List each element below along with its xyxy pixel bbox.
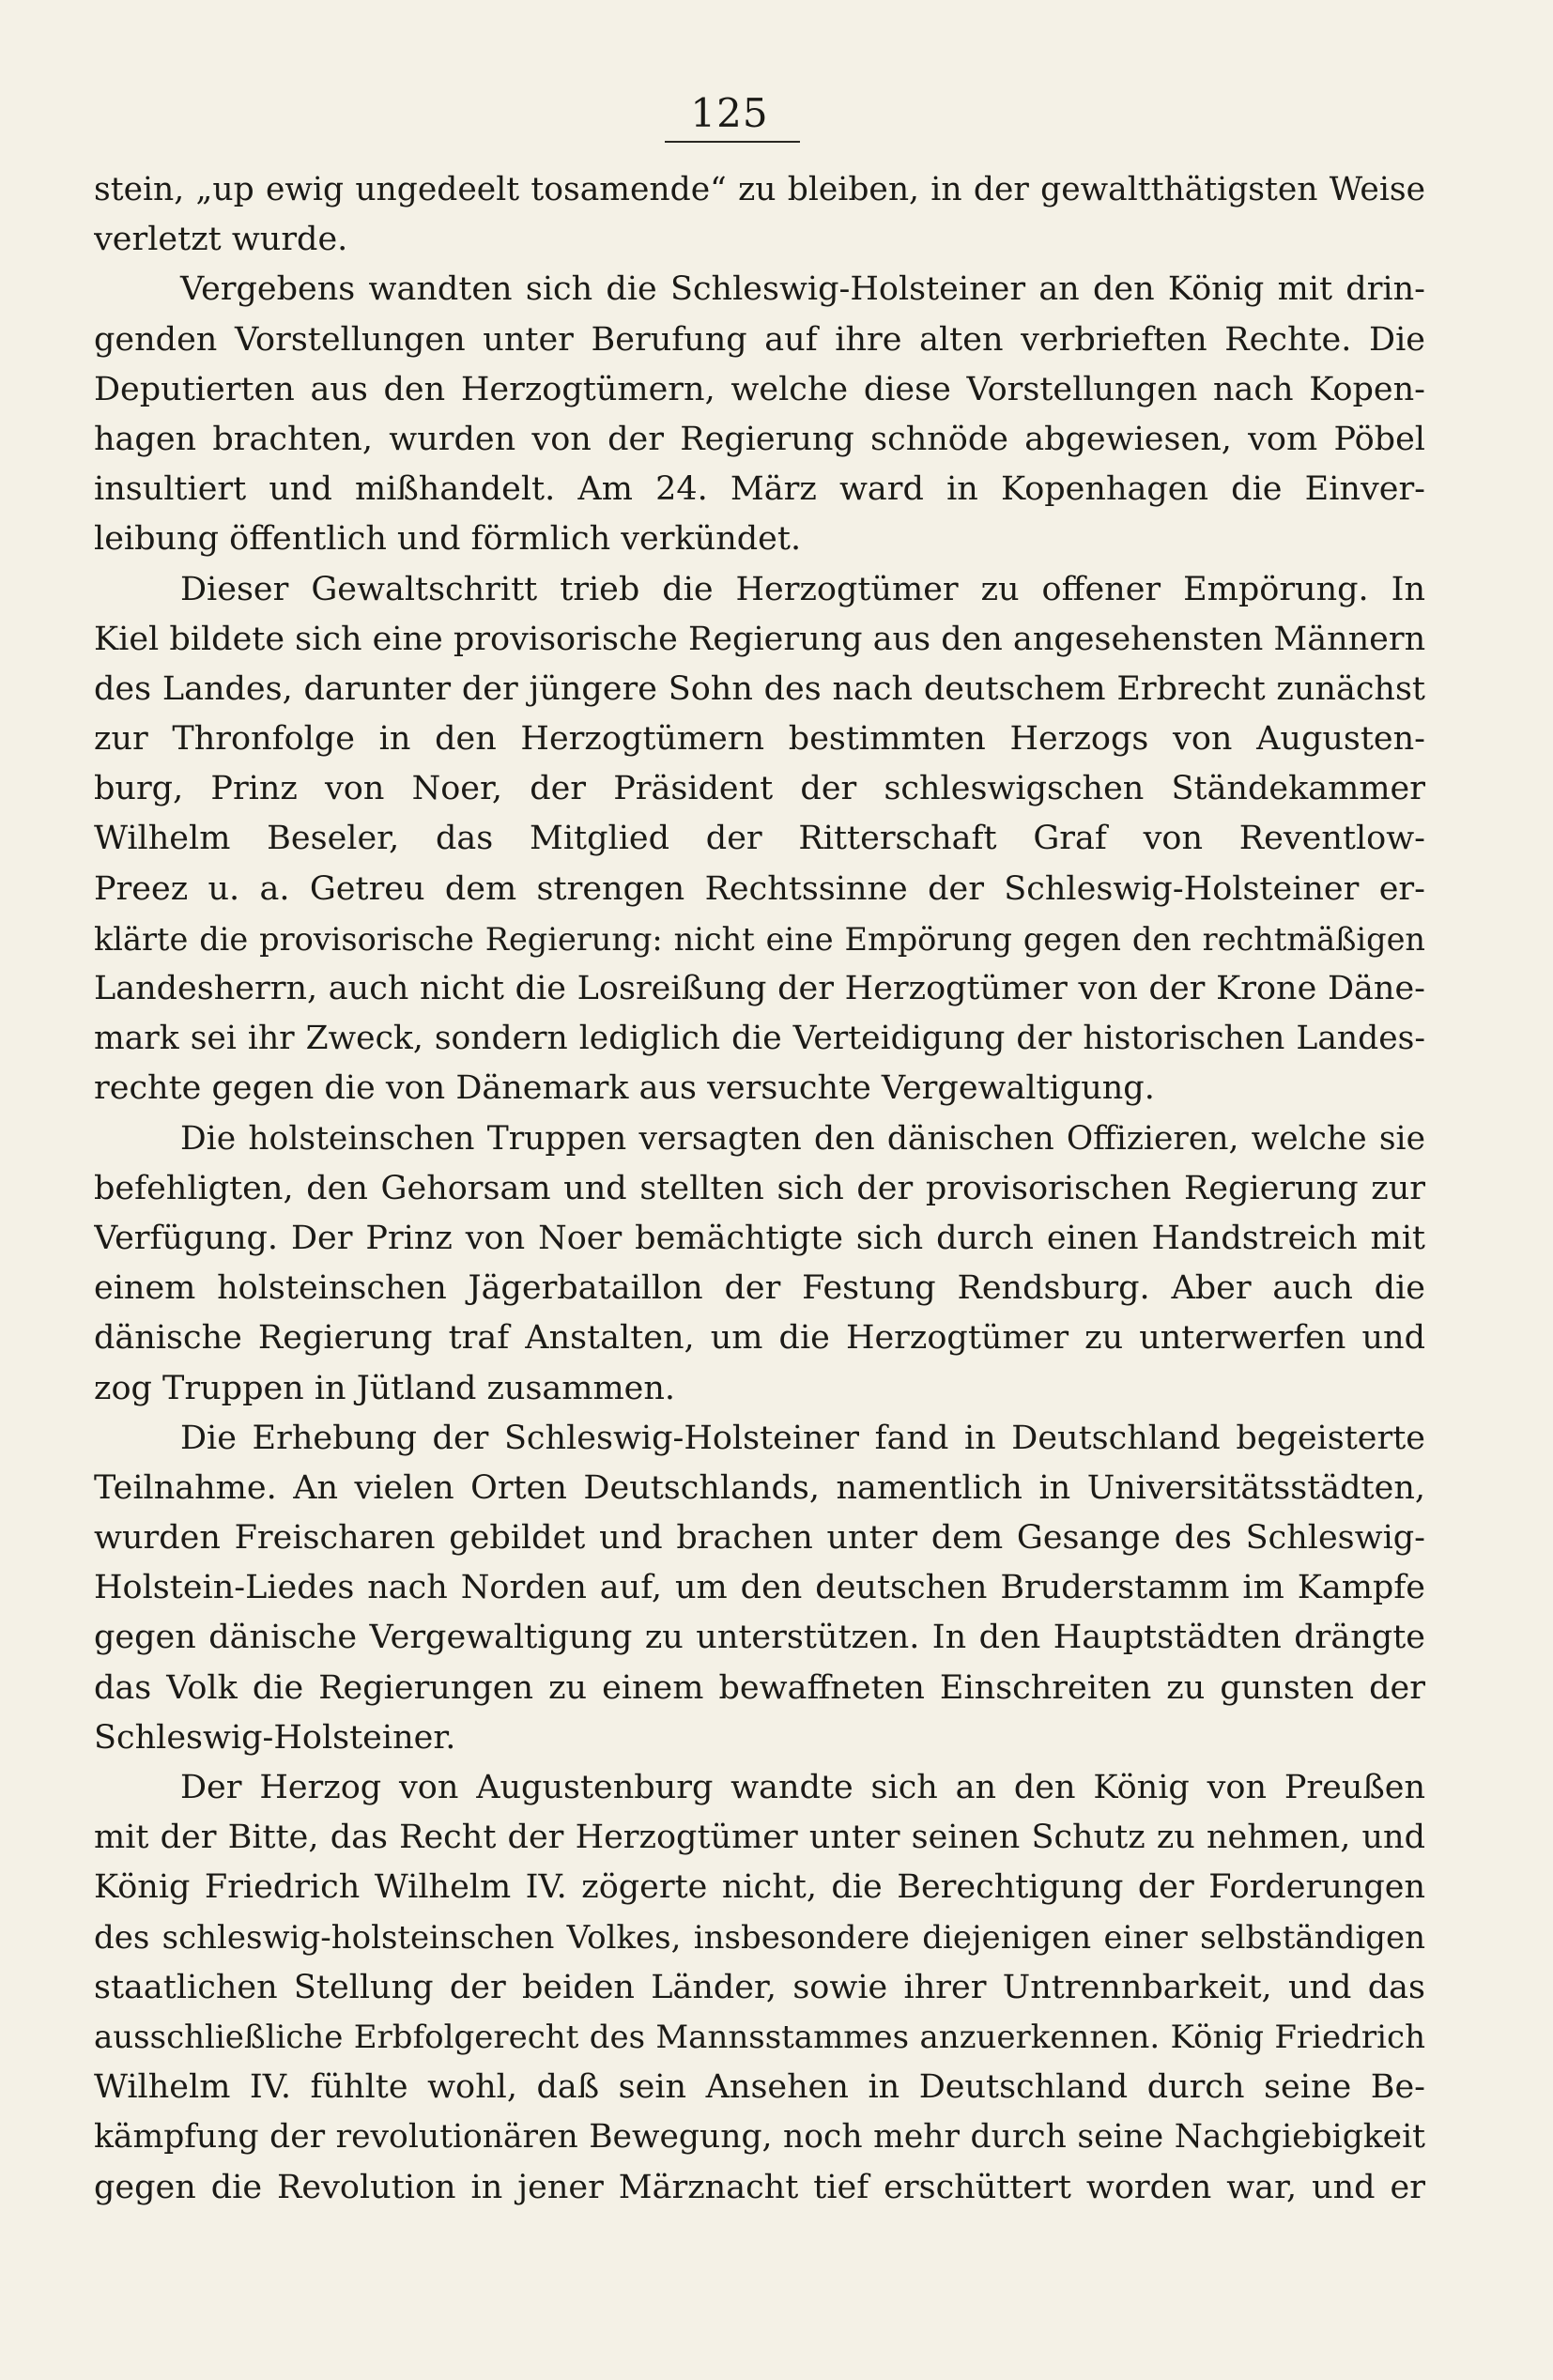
text-line: Dieser Gewaltschritt trieb die Herzogtümer zu offener Empörung. In [180,570,1425,608]
page-number: 125 [690,90,769,136]
header-rule [665,141,800,143]
text-line: klärte die provisorische Regierung: nicht eine Empörung gegen den rechtmäßigen [94,920,1425,958]
text-line: rechte gegen die von Dänemark aus versuchte Vergewaltigung. [94,1069,1155,1108]
text-line: Die Erhebung der Schleswig-Holsteiner fand in Deutschland begeisterte [180,1419,1425,1457]
text-line: Holstein-Liedes nach Norden auf, um den deutschen Bruderstamm im Kampfe [94,1569,1425,1607]
text-line: stein, „up ewig ungedeelt tosamende“ zu bleiben, in der gewaltthätigsten Weise [94,171,1425,208]
text-line: Landesherrn, auch nicht die Losreißung der Herzogtümer von der Krone Däne- [94,970,1425,1007]
text-line: Preez u. a. Getreu dem strengen Rechtssinne der Schleswig-Holsteiner er- [94,869,1425,908]
text-line: zur Thronfolge in den Herzogtümern bestimmten Herzogs von Augusten- [94,720,1425,759]
text-line: Schleswig-Holsteiner. [94,1718,456,1757]
text-line: leibung öffentlich und förmlich verkündet. [94,520,802,559]
text-line: Kiel bildete sich eine provisorische Regierung aus den angesehensten Männern [94,620,1425,658]
text-line: wurden Freischaren gebildet und brachen unter dem Gesange des Schleswig- [94,1519,1425,1558]
text-line: insultiert und mißhandelt. Am 24. März ward in Kopenhagen die Einver- [94,470,1425,509]
text-line: verletzt wurde. [94,221,348,259]
text-line: gegen dänische Vergewaltigung zu unterstützen. In den Hauptstädten drängte [94,1619,1425,1657]
text-line: hagen brachten, wurden von der Regierung schnöde abgewiesen, vom Pöbel [94,420,1425,458]
text-line: Verfügung. Der Prinz von Noer bemächtigte sich durch einen Handstreich mit [94,1219,1425,1257]
text-line: staatlichen Stellung der beiden Länder, sowie ihrer Untrennbarkeit, und das [94,1968,1425,2006]
text-line: befehligten, den Gehorsam und stellten sich der provisorischen Regierung zur [94,1169,1425,1207]
text-line: genden Vorstellungen unter Berufung auf ihre alten verbrieften Rechte. Die [94,320,1425,359]
text-line: dänische Regierung traf Anstalten, um die Herzogtümer zu unterwerfen und [94,1319,1425,1358]
text-line: König Friedrich Wilhelm IV. zögerte nicht, die Berechtigung der Forderungen [94,1868,1425,1907]
text-line: des Landes, darunter der jüngere Sohn des nach deutschem Erbrecht zunächst [94,669,1425,708]
text-line: mit der Bitte, das Recht der Herzogtümer unter seinen Schutz zu nehmen, und [94,1819,1425,1857]
text-line: ausschließliche Erbfolgerecht des Mannsstammes anzuerkennen. König Friedrich [94,2018,1425,2056]
text-line: Wilhelm Beseler, das Mitglied der Ritterschaft Graf von Reventlow- [94,820,1425,858]
text-line: kämpfung der revolutionären Bewegung, noch mehr durch seine Nachgiebigkeit [94,2118,1425,2157]
text-line: Deputierten aus den Herzogtümern, welche diese Vorstellungen nach Kopen- [94,370,1425,408]
text-line: mark sei ihr Zweck, sondern lediglich die Verteidigung der historischen Landes- [94,1020,1425,1058]
text-line: einem holsteinschen Jägerbataillon der Festung Rendsburg. Aber auch die [94,1269,1425,1308]
text-line: Vergebens wandten sich die Schleswig-Holsteiner an den König mit drin- [180,270,1425,309]
text-line: Wilhelm IV. fühlte wohl, daß sein Ansehen in Deutschland durch seine Be- [94,2068,1425,2107]
text-line: das Volk die Regierungen zu einem bewaffneten Einschreiten zu gunsten der [94,1668,1425,1707]
text-line: Teilnahme. An vielen Orten Deutschlands, namentlich in Universitätsstädten, [94,1468,1425,1507]
text-line: gegen die Revolution in jener Märznacht tief erschüttert worden war, und er [94,2168,1425,2206]
body-text [94,165,1425,2213]
text-line: Der Herzog von Augustenburg wandte sich an den König von Preußen [180,1769,1425,1806]
text-line: Die holsteinschen Truppen versagten den dänischen Offizieren, welche sie [180,1119,1425,1158]
text-line: burg, Prinz von Noer, der Präsident der schleswigschen Ständekammer [94,770,1425,808]
text-line: des schleswig-holsteinschen Volkes, insbesondere diejenigen einer selbständigen [94,1918,1425,1957]
text-line: zog Truppen in Jütland zusammen. [94,1369,676,1407]
